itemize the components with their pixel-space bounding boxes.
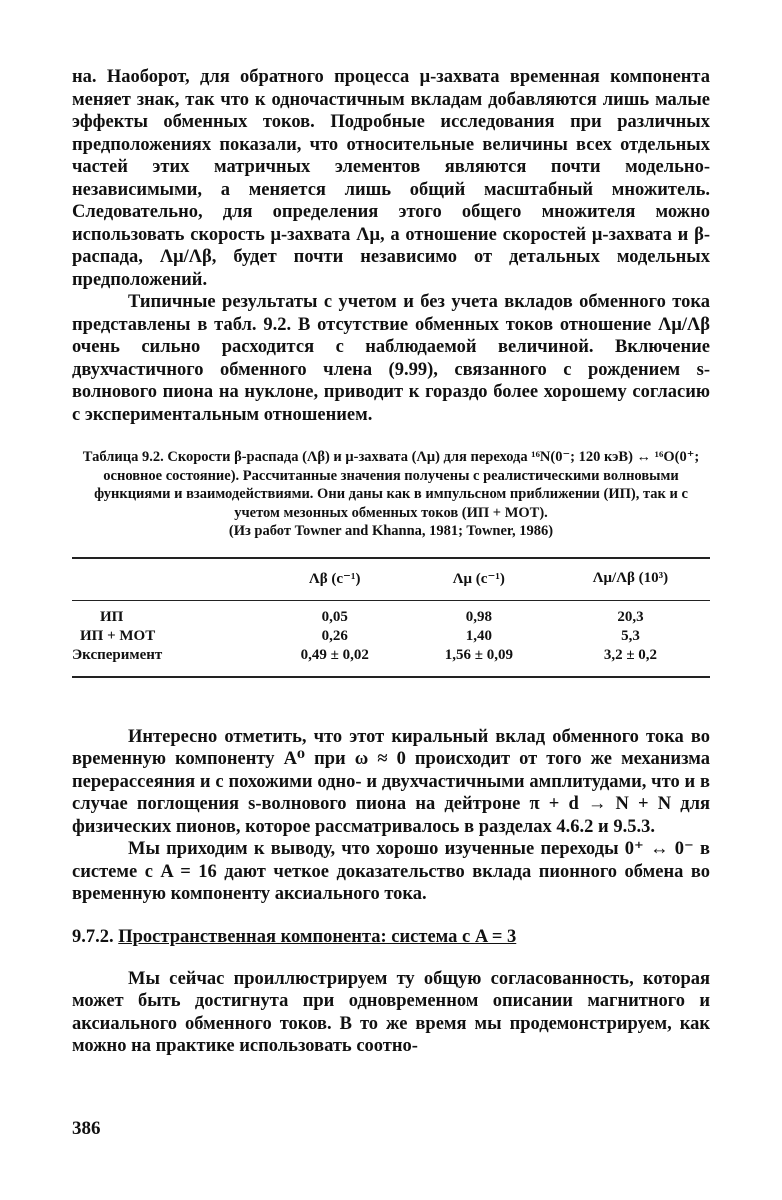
paragraph-2: Типичные результаты с учетом и без учета вкладов обменного тока представлены в табл. 9.2. В отсутствие обменных токов отношение Λμ/Λβ очень сильно расходится с наблюдаемой величиной. Включение двухчастичного обменного члена (9.99), связанного с рождением s-волнового пиона на нуклоне, приводит к гораздо более хорошему согласию с экспериментальным отношением. <box>72 292 710 425</box>
table-cell: 5,3 <box>621 627 640 644</box>
section-number: 9.7.2. <box>72 926 114 947</box>
table-cell: 20,3 <box>617 608 644 625</box>
table-cell: 1,40 <box>465 627 492 644</box>
table-cell: ИП + МОТ <box>80 627 156 644</box>
table-cell: 1,56 ± 0,09 <box>407 646 551 677</box>
table-header-cell: Λμ/Λβ (10³) <box>551 558 710 601</box>
table-header-row <box>72 558 710 601</box>
table-header-cell: Λμ (c⁻¹) <box>407 558 551 601</box>
table-cell: 0,26 <box>321 627 348 644</box>
paragraph-3: Интересно отметить, что этот киральный вклад обменного тока во временную компоненту A⁰ при ω ≈ 0 происходит от того же механизма перерассеяния и с похожими одно- и двухчастичными амплитудами, что и в случае поглощения s-волнового пиона на дейтроне π + d → N + N для физических пионов, которое рассматривалось в разделах 4.6.2 и 9.5.3. <box>72 726 710 837</box>
table-row <box>72 646 710 677</box>
table-header-cell <box>72 558 263 601</box>
table-cell: ИП <box>100 608 124 625</box>
table-header-cell: Λβ (c⁻¹) <box>263 558 407 601</box>
table-row <box>72 627 710 646</box>
table-cell: 3,2 ± 0,2 <box>551 646 710 677</box>
page-number: 386 <box>72 1118 101 1139</box>
table-cell: 0,49 ± 0,02 <box>263 646 407 677</box>
paragraph-5: Мы сейчас проиллюстрируем ту общую согласованность, которая может быть достигнута при одновременном описании магнитного и аксиального обменного токов. В то же время мы продемонстрируем, как можно на практике использовать соотно- <box>72 968 710 1056</box>
table-caption <box>72 448 710 541</box>
table-caption-text: Скорости β-распада (Λβ) и μ-захвата (Λμ) для перехода ¹⁶N(0⁻; 120 кэВ) ↔ ¹⁶O(0⁺; основное состояние). Рассчитанные значения получены с реалистическими волновыми функциями и взаимодействиями. Они даны как в импульсном приближении (ИП), так и с учетом мезонных обменных токов (ИП + МОТ). <box>94 449 700 521</box>
data-table <box>72 557 710 678</box>
section-heading <box>72 926 710 948</box>
paragraph-4: Мы приходим к выводу, что хорошо изученные переходы 0⁺ ↔ 0⁻ в системе с A = 16 дают четкое доказательство вклада пионного обмена во временную компоненту аксиального тока. <box>72 839 710 904</box>
page-body <box>72 66 710 1058</box>
table-caption-source: (Из работ Towner and Khanna, 1981; Towner, 1986) <box>228 523 554 539</box>
table-caption-label: Таблица 9.2. <box>82 449 164 465</box>
section-title: Пространственная компонента: система с A = 3 <box>118 926 517 947</box>
paragraph-1: на. Наоборот, для обратного процесса μ-захвата временная компонента меняет знак, так что к одночастичным вкладам добавляются лишь малые эффекты обменных токов. Подробные исследования при различных предположениях показали, что относительные величины всех отдельных частей этих матричных элементов являются почти модельно-независимыми, а меняется лишь общий масштабный множитель. Следовательно, для определения этого общего множителя можно использовать скорость μ-захвата Λμ, а отношение скоростей μ-захвата и β-распада, Λμ/Λβ, будет почти независимо от детальных модельных предположений. <box>72 67 710 290</box>
table-row <box>72 600 710 627</box>
table-container <box>72 557 710 678</box>
table-cell: 0,98 <box>465 608 492 625</box>
table-cell: Эксперимент <box>72 646 263 677</box>
table-cell: 0,05 <box>321 608 348 625</box>
